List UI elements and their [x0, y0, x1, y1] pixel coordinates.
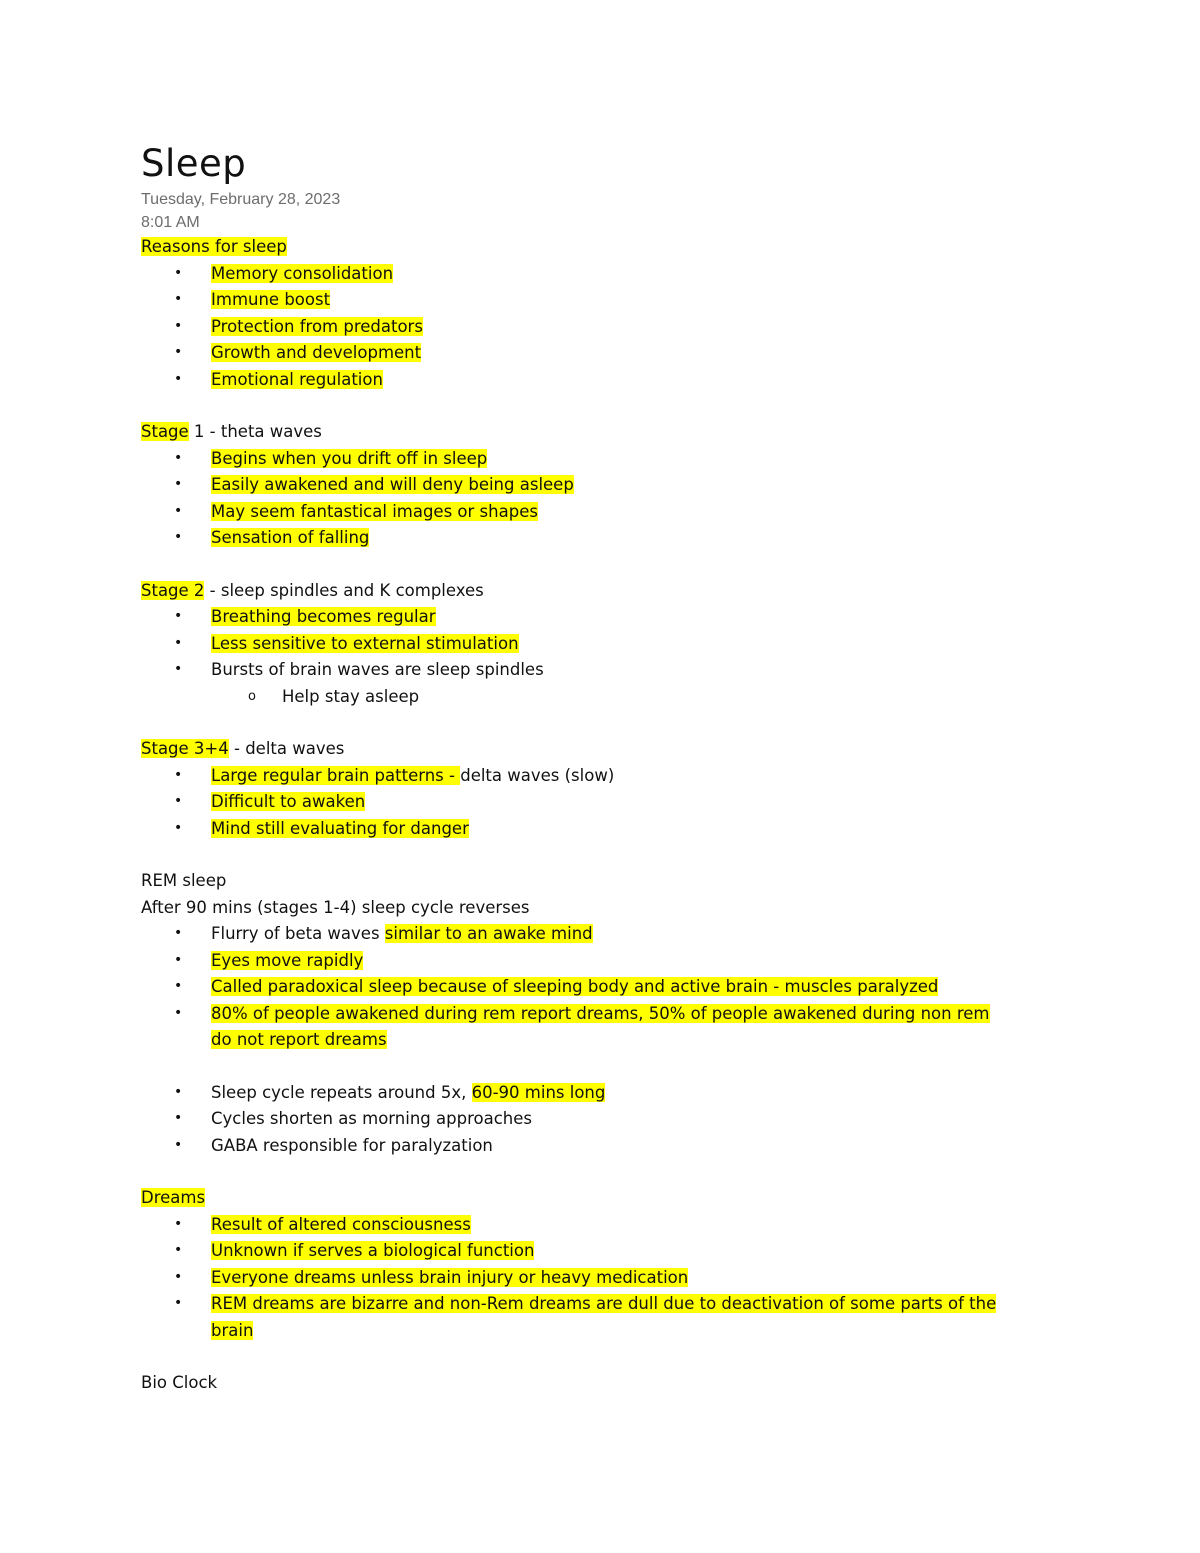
list-item-text: Everyone dreams unless brain injury or heavy medication: [211, 1267, 689, 1287]
list-item: [141, 340, 1061, 367]
list-item: [141, 657, 1061, 684]
section-heading-stage1: [141, 419, 1061, 446]
list-item-text: Called paradoxical sleep because of sleeping body and active brain - muscles paralyzed: [211, 977, 939, 996]
spacer: [141, 1054, 1061, 1080]
list-item: [141, 763, 1061, 790]
list-item-text: GABA responsible for paralyzation: [211, 1135, 493, 1155]
note-page: [141, 140, 1061, 1397]
section-heading-dreams: [141, 1185, 1061, 1212]
list-item-text: Sensation of falling: [211, 528, 370, 547]
heading-highlight: Stage: [141, 422, 189, 441]
list-item-text: Bursts of brain waves are sleep spindles: [211, 660, 544, 679]
page-title: Sleep: [141, 142, 247, 185]
list-item: [141, 1291, 1061, 1344]
spacer: [141, 710, 1061, 736]
bullet-icon: •: [174, 1083, 183, 1100]
list-item-text: May seem fantastical images or shapes: [211, 501, 538, 521]
bullet-icon: •: [174, 529, 183, 545]
bullet-icon: •: [174, 370, 183, 387]
bullet-icon: •: [174, 291, 183, 307]
list-item: [141, 499, 1061, 526]
list-item: [141, 1265, 1061, 1292]
bullet-icon: •: [174, 264, 183, 281]
list-item-text: Memory consolidation: [211, 263, 394, 283]
list-item-text: Growth and development: [211, 343, 422, 362]
list-item-text: Protection from predators: [211, 316, 423, 336]
bullet-icon: •: [174, 1295, 183, 1311]
list-item-text-line1: 80% of people awakened during rem report dreams, 50% of people awakened during non rem: [211, 1003, 990, 1023]
note-time: 8:01 AM: [141, 214, 200, 231]
list-item: [141, 525, 1061, 552]
list-item-text: Immune boost: [211, 290, 331, 309]
list-item: [141, 472, 1061, 499]
bullet-icon: •: [174, 344, 183, 360]
list-item: [141, 1238, 1061, 1265]
bullet-icon: •: [174, 1136, 183, 1153]
heading-rest: 1 - theta waves: [188, 422, 322, 441]
list-item: [141, 261, 1061, 288]
list-item: [141, 1001, 1061, 1054]
note-date: Tuesday, February 28, 2023: [141, 191, 341, 208]
list-item: [141, 1106, 1061, 1133]
list-item: [141, 446, 1061, 473]
list-item-text: Emotional regulation: [211, 369, 383, 389]
section-heading-rem: REM sleep: [141, 871, 227, 890]
bullet-icon: •: [174, 1004, 183, 1021]
bullet-icon: •: [174, 449, 183, 466]
list-item: [141, 604, 1061, 631]
list-item-text: Unknown if serves a biological function: [211, 1241, 535, 1260]
list-item-text: Result of altered consciousness: [211, 1214, 471, 1234]
bullet-icon: •: [174, 925, 183, 941]
heading-highlight: Stage 3+4: [141, 739, 229, 758]
bullet-icon: •: [174, 951, 183, 968]
section-heading-bio-clock: Bio Clock: [141, 1373, 218, 1392]
bullet-icon: •: [174, 819, 183, 836]
bullet-icon: •: [174, 1215, 183, 1232]
bullet-icon: •: [174, 502, 183, 519]
list-item-text: Difficult to awaken: [211, 792, 366, 811]
spacer: [141, 552, 1061, 578]
circle-bullet-icon: o: [248, 688, 256, 704]
heading-highlight: Stage 2: [141, 580, 205, 600]
sub-list-item: [141, 684, 1061, 711]
bullet-icon: •: [174, 476, 183, 492]
list-item-text-line2: do not report dreams: [211, 1030, 387, 1049]
list-item: [141, 948, 1061, 975]
list-item-text: Begins when you drift off in sleep: [211, 448, 488, 468]
bullet-icon: •: [174, 1268, 183, 1285]
list-item: [141, 367, 1061, 394]
bullet-icon: •: [174, 608, 183, 624]
list-item: [141, 1133, 1061, 1160]
list-item: [141, 974, 1061, 1001]
bullet-icon: •: [174, 978, 183, 994]
bullet-icon: •: [174, 1110, 183, 1126]
section-heading-stage34: [141, 736, 1061, 763]
list-item-text: Breathing becomes regular: [211, 607, 436, 626]
list-item: [141, 921, 1061, 948]
list-item: [141, 1080, 1061, 1107]
bullet-icon: •: [174, 317, 183, 334]
list-item-text-line2: brain: [211, 1320, 254, 1340]
list-item: [141, 789, 1061, 816]
heading-text: Reasons for sleep: [141, 237, 287, 256]
list-item-plain: Flurry of beta waves: [211, 924, 385, 943]
list-item-plain: Sleep cycle repeats around 5x,: [211, 1082, 472, 1102]
list-item-rest: delta waves (slow): [460, 765, 615, 785]
list-item: [141, 287, 1061, 314]
list-item-text: Mind still evaluating for danger: [211, 818, 469, 838]
heading-text: Dreams: [141, 1188, 206, 1207]
list-item: [141, 631, 1061, 658]
list-item: [141, 816, 1061, 843]
list-item-text: Less sensitive to external stimulation: [211, 633, 519, 653]
bullet-icon: •: [174, 661, 183, 677]
spacer: [141, 1344, 1061, 1370]
bullet-icon: •: [174, 1242, 183, 1258]
section-heading-reasons: [141, 234, 1061, 261]
section-heading-stage2: [141, 578, 1061, 605]
list-item-highlight: Large regular brain patterns -: [211, 765, 461, 785]
list-item-text: Easily awakened and will deny being asleep: [211, 475, 574, 494]
spacer: [141, 842, 1061, 868]
sub-list-item-text: Help stay asleep: [282, 686, 420, 706]
list-item-text: Cycles shorten as morning approaches: [211, 1109, 532, 1128]
list-item-highlight: similar to an awake mind: [384, 924, 593, 943]
heading-rest: - delta waves: [228, 739, 345, 758]
list-item: [141, 314, 1061, 341]
spacer: [141, 1159, 1061, 1185]
spacer: [141, 393, 1061, 419]
list-item-highlight: 60-90 mins long: [471, 1082, 606, 1102]
list-item-text: Eyes move rapidly: [211, 950, 364, 970]
heading-rest: - sleep spindles and K complexes: [204, 580, 484, 600]
bullet-icon: •: [174, 766, 183, 783]
list-item: [141, 1212, 1061, 1239]
rem-subheading: After 90 mins (stages 1-4) sleep cycle reverses: [141, 897, 530, 917]
bullet-icon: •: [174, 793, 183, 809]
list-item-text-line1: REM dreams are bizarre and non-Rem dreams are dull due to deactivation of some parts of the: [211, 1294, 997, 1313]
bullet-icon: •: [174, 634, 183, 651]
